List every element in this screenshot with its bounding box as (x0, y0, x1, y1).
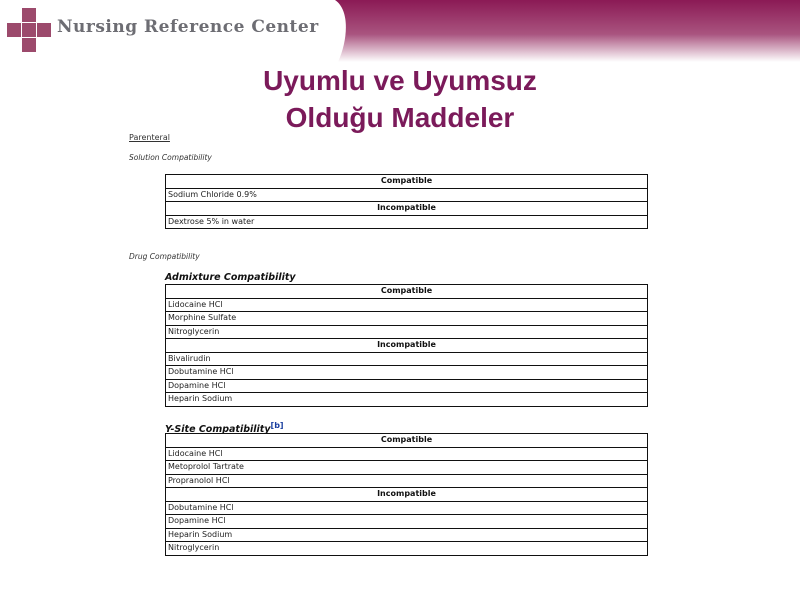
ysite-compatibility-table (165, 433, 648, 556)
table-row: Bivalirudin (166, 352, 648, 366)
ysite-heading-text: Y-Site Compatibility (165, 424, 271, 436)
cross-logo-icon (7, 8, 51, 52)
header-banner (0, 0, 800, 62)
drug-compatibility-label: Drug Compatibility (129, 252, 200, 261)
table-header-incompatible: Incompatible (166, 339, 648, 353)
table-header-compatible: Compatible (166, 285, 648, 299)
admixture-compatibility-table (165, 284, 648, 407)
table-row: Nitroglycerin (166, 542, 648, 556)
reference-link[interactable]: [b] (270, 421, 284, 430)
parenteral-link[interactable]: Parenteral (129, 133, 170, 142)
solution-compatibility-label: Solution Compatibility (129, 153, 212, 162)
table-row: Propranolol HCl (166, 474, 648, 488)
slide-title (0, 62, 800, 136)
table-row: Dopamine HCl (166, 515, 648, 529)
table-row: Dobutamine HCl (166, 501, 648, 515)
table-header-compatible: Compatible (166, 434, 648, 448)
table-header-incompatible: Incompatible (166, 488, 648, 502)
table-header-compatible: Compatible (166, 175, 648, 189)
solution-compatibility-table (165, 174, 648, 229)
admixture-heading: Admixture Compatibility (165, 272, 296, 283)
table-row: Lidocaine HCl (166, 298, 648, 312)
slide-title-line-2: Olduğu Maddeler (285, 102, 515, 133)
table-row: Sodium Chloride 0.9% (166, 188, 648, 202)
brand-name: Nursing Reference Center (57, 17, 319, 37)
table-header-incompatible: Incompatible (166, 202, 648, 216)
table-row: Dobutamine HCl (166, 366, 648, 380)
table-row: Dextrose 5% in water (166, 215, 648, 229)
table-row: Dopamine HCl (166, 379, 648, 393)
table-row: Nitroglycerin (166, 325, 648, 339)
slide-title-line-1: Uyumlu ve Uyumsuz (263, 65, 537, 96)
table-row: Morphine Sulfate (166, 312, 648, 326)
table-row: Metoprolol Tartrate (166, 461, 648, 475)
table-row: Heparin Sodium (166, 528, 648, 542)
table-row: Heparin Sodium (166, 393, 648, 407)
table-row: Lidocaine HCl (166, 447, 648, 461)
